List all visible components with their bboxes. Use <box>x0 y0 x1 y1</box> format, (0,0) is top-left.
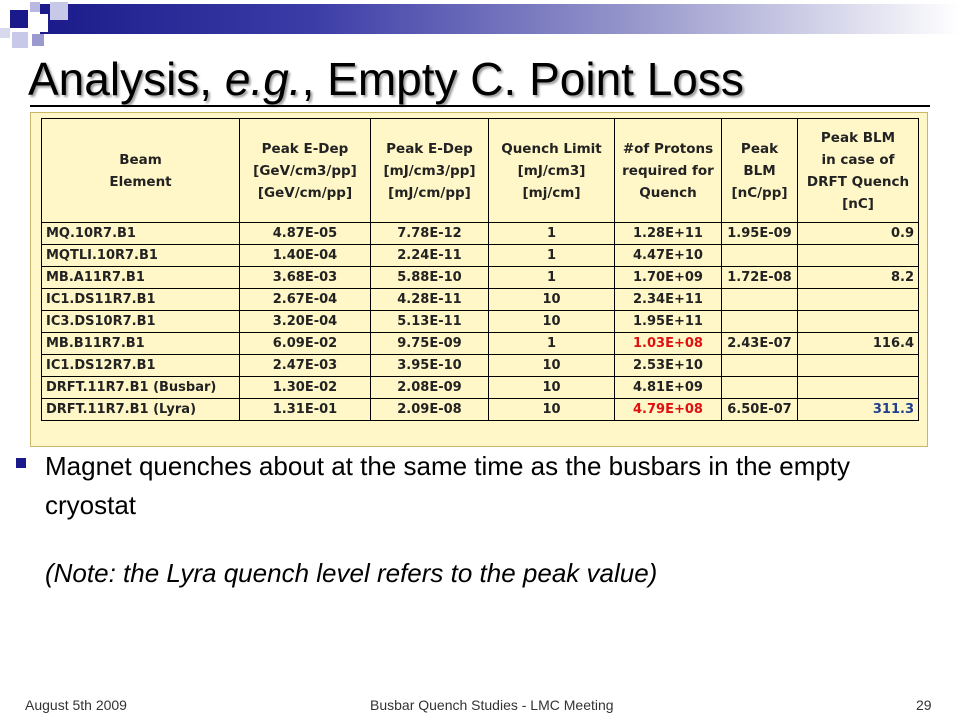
cell-edep-mj: 3.95E-10 <box>371 355 489 377</box>
table-row <box>42 333 919 355</box>
cell-edep-mj: 7.78E-12 <box>371 223 489 245</box>
cell-peak-blm <box>722 289 798 311</box>
cell-peak-blm: 6.50E-07 <box>722 399 798 421</box>
footer-date: August 5th 2009 <box>25 697 127 713</box>
cell-blm-drft <box>798 245 919 267</box>
cell-blm-drft: 116.4 <box>798 333 919 355</box>
cell-edep-mj: 5.88E-10 <box>371 267 489 289</box>
slide-title: Analysis, e.g., Empty C. Point Loss <box>28 53 744 105</box>
cell-quench-limit: 1 <box>489 245 615 267</box>
cell-edep-gev: 1.40E-04 <box>240 245 371 267</box>
note-text: (Note: the Lyra quench level refers to the peak value) <box>45 558 658 588</box>
header-gradient-stripe <box>40 4 960 34</box>
cell-protons-highlight: 1.03E+08 <box>615 333 722 355</box>
cell-blm-drft: 8.2 <box>798 267 919 289</box>
header-peak-blm-drft: Peak BLM in case of DRFT Quench [nC] <box>798 119 919 223</box>
deco-square <box>32 34 44 46</box>
cell-protons: 4.81E+09 <box>615 377 722 399</box>
cell-element: MB.B11R7.B1 <box>42 333 240 355</box>
deco-square <box>30 14 48 32</box>
cell-protons-highlight: 4.79E+08 <box>615 399 722 421</box>
table-row <box>42 377 919 399</box>
cell-quench-limit: 10 <box>489 399 615 421</box>
cell-blm-drft: 0.9 <box>798 223 919 245</box>
cell-element: DRFT.11R7.B1 (Busbar) <box>42 377 240 399</box>
cell-quench-limit: 10 <box>489 289 615 311</box>
deco-square <box>0 28 10 38</box>
header-quench-limit: Quench Limit [mJ/cm3] [mj/cm] <box>489 119 615 223</box>
deco-square <box>50 2 68 20</box>
cell-edep-mj: 9.75E-09 <box>371 333 489 355</box>
cell-peak-blm <box>722 311 798 333</box>
cell-element: DRFT.11R7.B1 (Lyra) <box>42 399 240 421</box>
deco-square <box>12 32 28 48</box>
title-underline <box>30 105 930 107</box>
header-peak-edep-mj: Peak E-Dep [mJ/cm3/pp] [mJ/cm/pp] <box>371 119 489 223</box>
cell-protons: 2.34E+11 <box>615 289 722 311</box>
table-row <box>42 267 919 289</box>
cell-edep-gev: 3.68E-03 <box>240 267 371 289</box>
cell-edep-gev: 6.09E-02 <box>240 333 371 355</box>
cell-blm-drft <box>798 311 919 333</box>
cell-quench-limit: 1 <box>489 223 615 245</box>
cell-blm-drft <box>798 355 919 377</box>
cell-edep-mj: 2.24E-11 <box>371 245 489 267</box>
cell-edep-gev: 2.47E-03 <box>240 355 371 377</box>
table-row <box>42 289 919 311</box>
cell-element: IC1.DS11R7.B1 <box>42 289 240 311</box>
header-beam-element: Beam Element <box>42 119 240 223</box>
cell-element: MB.A11R7.B1 <box>42 267 240 289</box>
table-row <box>42 245 919 267</box>
cell-protons: 1.95E+11 <box>615 311 722 333</box>
cell-peak-blm <box>722 377 798 399</box>
cell-peak-blm: 1.95E-09 <box>722 223 798 245</box>
table-row <box>42 355 919 377</box>
cell-peak-blm: 2.43E-07 <box>722 333 798 355</box>
cell-protons: 1.28E+11 <box>615 223 722 245</box>
footer-center: Busbar Quench Studies - LMC Meeting <box>370 697 614 713</box>
cell-peak-blm <box>722 245 798 267</box>
bullet-text: Magnet quenches about at the same time as the busbars in the empty cryostat <box>45 451 851 520</box>
table-row <box>42 223 919 245</box>
page-number: 29 <box>916 697 932 713</box>
cell-peak-blm: 1.72E-08 <box>722 267 798 289</box>
cell-element: MQTLI.10R7.B1 <box>42 245 240 267</box>
quench-table <box>41 118 919 421</box>
cell-blm-drft <box>798 289 919 311</box>
cell-peak-blm <box>722 355 798 377</box>
cell-element: MQ.10R7.B1 <box>42 223 240 245</box>
cell-edep-mj: 2.09E-08 <box>371 399 489 421</box>
cell-edep-gev: 1.31E-01 <box>240 399 371 421</box>
deco-square <box>30 2 40 12</box>
cell-quench-limit: 1 <box>489 333 615 355</box>
cell-protons: 4.47E+10 <box>615 245 722 267</box>
cell-quench-limit: 1 <box>489 267 615 289</box>
cell-element: IC1.DS12R7.B1 <box>42 355 240 377</box>
header-peak-edep-gev: Peak E-Dep [GeV/cm3/pp] [GeV/cm/pp] <box>240 119 371 223</box>
header-row <box>42 119 919 223</box>
table-image-panel <box>30 112 928 447</box>
cell-blm-drft-highlight: 311.3 <box>798 399 919 421</box>
cell-element: IC3.DS10R7.B1 <box>42 311 240 333</box>
cell-protons: 1.70E+09 <box>615 267 722 289</box>
cell-edep-gev: 3.20E-04 <box>240 311 371 333</box>
cell-quench-limit: 10 <box>489 377 615 399</box>
table-row <box>42 311 919 333</box>
header-peak-blm: Peak BLM [nC/pp] <box>722 119 798 223</box>
cell-blm-drft <box>798 377 919 399</box>
bullet-square-icon <box>16 458 26 468</box>
cell-edep-mj: 2.08E-09 <box>371 377 489 399</box>
cell-edep-gev: 4.87E-05 <box>240 223 371 245</box>
cell-quench-limit: 10 <box>489 355 615 377</box>
table-row <box>42 399 919 421</box>
header-num-protons: #of Protons required for Quench <box>615 119 722 223</box>
cell-quench-limit: 10 <box>489 311 615 333</box>
cell-protons: 2.53E+10 <box>615 355 722 377</box>
deco-square <box>10 10 28 28</box>
cell-edep-mj: 4.28E-11 <box>371 289 489 311</box>
cell-edep-gev: 1.30E-02 <box>240 377 371 399</box>
cell-edep-mj: 5.13E-11 <box>371 311 489 333</box>
cell-edep-gev: 2.67E-04 <box>240 289 371 311</box>
